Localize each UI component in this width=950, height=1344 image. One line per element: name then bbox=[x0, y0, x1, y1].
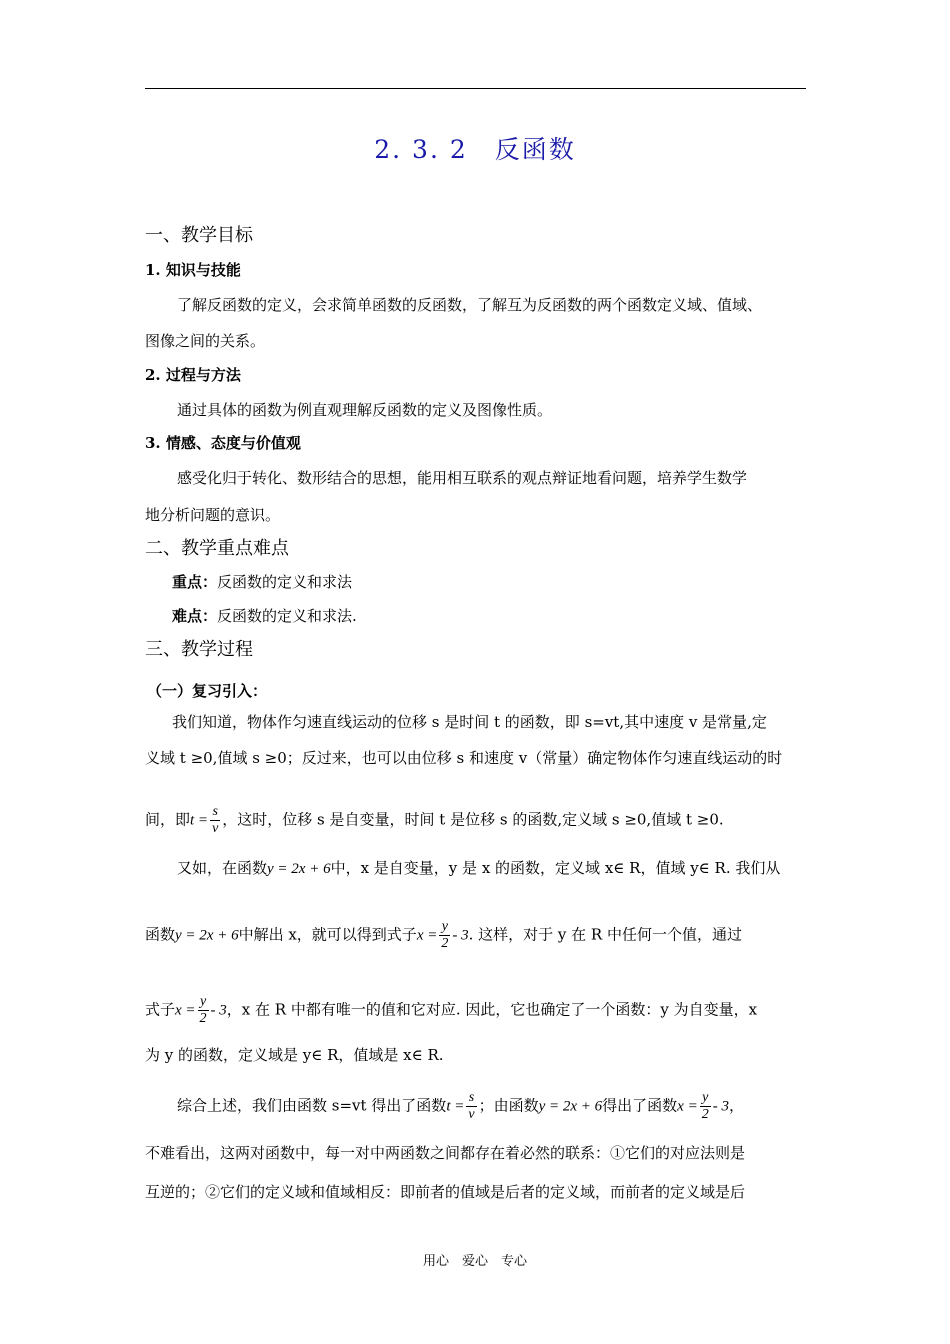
text: 得出了函数 bbox=[602, 1096, 678, 1115]
paragraph-line: 了解反函数的定义，会求简单函数的反函数，了解互为反函数的两个函数定义域、值域、 bbox=[177, 296, 763, 314]
text: ；由函数 bbox=[478, 1096, 539, 1115]
fraction-numerator: y bbox=[439, 919, 450, 936]
fraction-denominator: 2 bbox=[701, 1107, 709, 1122]
paragraph-line: 通过具体的函数为例直观理解反函数的定义及图像性质。 bbox=[177, 401, 553, 419]
formula-lhs: t = bbox=[446, 1098, 465, 1115]
fraction-numerator: y bbox=[198, 994, 209, 1011]
difficult-text: 反函数的定义和求法. bbox=[217, 607, 357, 625]
page-title: 2. 3. 2 反函数 bbox=[374, 135, 576, 164]
paragraph-line: 互逆的；②它们的定义域和值域相反：即前者的值域是后者的定义域，而前者的定义域是后 bbox=[145, 1183, 746, 1201]
paragraph-line: 地分析问题的意识。 bbox=[145, 506, 281, 524]
formula-tail: - 3 bbox=[712, 1098, 729, 1115]
fraction-numerator: s bbox=[210, 804, 220, 821]
text: 中，x 是自变量，y 是 x 的函数，定义域 x∈ R，值域 y∈ R. 我们从 bbox=[330, 859, 781, 877]
paragraph-line-with-formula bbox=[177, 858, 780, 879]
formula-lhs: t = bbox=[190, 812, 209, 829]
text: 综合上述，我们由函数 s=vt 得出了函数 bbox=[177, 1096, 447, 1115]
text: 间，即 bbox=[145, 810, 191, 829]
paragraph-line-with-formula bbox=[177, 1090, 744, 1123]
paragraph-line-with-formula bbox=[145, 804, 724, 837]
formula-tail: - 3 bbox=[210, 1002, 227, 1019]
fraction bbox=[700, 1090, 711, 1123]
text: 中解出 x，就可以得到式子 bbox=[238, 925, 417, 944]
paragraph-line: 感受化归于转化、数形结合的思想，能用相互联系的观点辩证地看问题，培养学生数学 bbox=[177, 469, 748, 487]
formula: y = 2x + 6 bbox=[267, 861, 331, 877]
section-heading-process: 三、教学过程 bbox=[145, 639, 253, 660]
paragraph-line: 图像之间的关系。 bbox=[145, 332, 266, 350]
fraction bbox=[198, 994, 209, 1027]
text: 又如，在函数 bbox=[177, 859, 268, 877]
paragraph-line: 为 y 的函数，定义域是 y∈ R，值域是 x∈ R. bbox=[145, 1046, 444, 1064]
paragraph-line-with-formula bbox=[145, 994, 757, 1027]
formula-tail: - 3 bbox=[452, 927, 469, 944]
subheading-attitude: 3. 情感、态度与价值观 bbox=[145, 434, 301, 452]
header-rule bbox=[145, 88, 806, 89]
subheading-review: （一）复习引入： bbox=[147, 682, 268, 700]
difficult-point bbox=[172, 606, 357, 626]
key-text: 反函数的定义和求法 bbox=[217, 573, 353, 591]
section-heading-objectives: 一、教学目标 bbox=[145, 225, 253, 246]
section-heading-keypoints: 二、教学重点难点 bbox=[145, 538, 289, 559]
fraction-denominator: v bbox=[212, 821, 219, 836]
subheading-process: 2. 过程与方法 bbox=[145, 366, 241, 384]
text: 函数 bbox=[145, 925, 176, 944]
formula-lhs: x = bbox=[416, 927, 438, 944]
text: ， bbox=[728, 1096, 744, 1115]
fraction-numerator: s bbox=[466, 1090, 476, 1107]
page-footer: 用心 爱心 专心 bbox=[422, 1254, 527, 1269]
formula-lhs: x = bbox=[175, 1002, 196, 1019]
formula: y = 2x + 6 bbox=[175, 927, 239, 944]
paragraph-line: 我们知道，物体作匀速直线运动的位移 s 是时间 t 的函数，即 s=vt,其中速度 v 是常量,定 bbox=[172, 713, 767, 731]
subheading-knowledge: 1. 知识与技能 bbox=[145, 261, 241, 279]
fraction-numerator: y bbox=[700, 1090, 711, 1107]
formula: y = 2x + 6 bbox=[538, 1098, 603, 1115]
fraction bbox=[439, 919, 450, 952]
paragraph-line: 不难看出，这两对函数中，每一对中两函数之间都存在着必然的联系：①它们的对应法则是 bbox=[145, 1144, 746, 1162]
fraction-denominator: 2 bbox=[199, 1011, 207, 1026]
text: . 这样，对于 y 在 R 中任何一个值，通过 bbox=[468, 925, 742, 944]
paragraph-line: 义域 t ≥0,值域 s ≥0；反过来，也可以由位移 s 和速度 v（常量）确定物体作匀速直线运动的时 bbox=[145, 749, 783, 767]
text: 式子 bbox=[145, 1000, 176, 1019]
fraction bbox=[466, 1090, 476, 1123]
paragraph-line-with-formula bbox=[145, 919, 742, 952]
key-label: 重点： bbox=[172, 573, 218, 591]
fraction bbox=[210, 804, 220, 837]
text: ，这时，位移 s 是自变量，时间 t 是位移 s 的函数,定义域 s ≥0,值域 t ≥0. bbox=[222, 810, 724, 829]
difficult-label: 难点： bbox=[172, 607, 218, 625]
key-point bbox=[172, 572, 352, 592]
fraction-denominator: 2 bbox=[441, 936, 449, 951]
text: ，x 在 R 中都有唯一的值和它对应. 因此，它也确定了一个函数：y 为自变量，x bbox=[226, 1000, 758, 1019]
fraction-denominator: v bbox=[468, 1107, 475, 1122]
formula-lhs: x = bbox=[677, 1098, 698, 1115]
